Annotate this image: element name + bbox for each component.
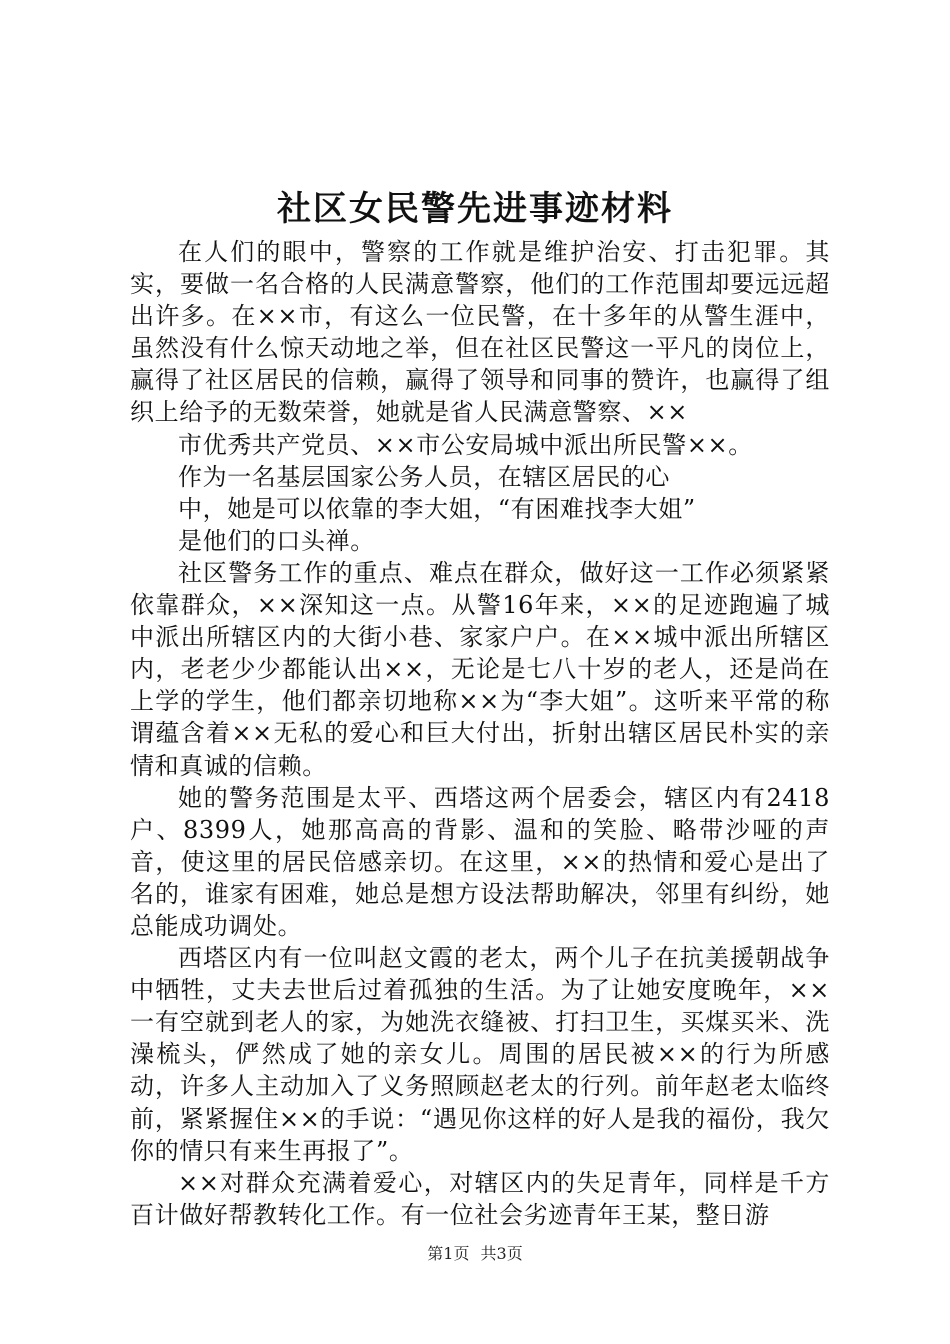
page-footer: [0, 1243, 950, 1265]
page-total: 共3页: [480, 1244, 523, 1263]
page-number: 第1页: [427, 1244, 470, 1263]
paragraph-2: 市优秀共产党员、××市公安局城中派出所民警××。: [178, 430, 753, 459]
paragraph-9: ××对群众充满着爱心，对辖区内的失足青年，同样是千方百计做好帮教转化工作。有一位社会劣迹青年王某，整日游: [130, 1168, 830, 1229]
paragraph-1: 在人们的眼中，警察的工作就是维护治安、打击犯罪。其实，要做一名合格的人民满意警察，他们的工作范围却要远远超出许多。在××市，有这么一位民警，在十多年的从警生涯中，虽然没有什么惊天动地之举，但在社区民警这一平凡的岗位上，赢得了社区居民的信赖，赢得了领导和同事的赞许，也赢得了组织上给予的无数荣誉，她就是省人民满意警察、××: [130, 238, 830, 427]
paragraph-6: 社区警务工作的重点、难点在群众，做好这一工作必须紧紧依靠群众，××深知这一点。从警16年来，××的足迹跑遍了城中派出所辖区内的大街小巷、家家户户。在××城中派出所辖区内，老老少少都能认出××，无论是七八十岁的老人，还是尚在上学的学生，他们都亲切地称××为“李大姐”。这听来平常的称谓蕴含着××无私的爱心和巨大付出，折射出辖区居民朴实的亲情和真诚的信赖。: [130, 558, 830, 780]
document-title: 社区女民警先进事迹材料: [277, 189, 673, 229]
paragraph-4: 中，她是可以依靠的李大姐，“有困难找李大姐”: [178, 494, 696, 523]
paragraph-3: 作为一名基层国家公务人员，在辖区居民的心: [178, 462, 670, 491]
document-body: [130, 236, 830, 1231]
paragraph-5: 是他们的口头禅。: [178, 526, 375, 555]
paragraph-7: 她的警务范围是太平、西塔这两个居委会，辖区内有2418户、8399人，她那高高的背影、温和的笑脸、略带沙哑的声音，使这里的居民倍感亲切。在这里，××的热情和爱心是出了名的，谁家有困难，她总是想方设法帮助解决，邻里有纠纷，她总能成功调处。: [130, 783, 830, 940]
paragraph-8: 西塔区内有一位叫赵文霞的老太，两个儿子在抗美援朝战争中牺牲，丈夫去世后过着孤独的生活。为了让她安度晚年，××一有空就到老人的家，为她洗衣缝被、打扫卫生，买煤买米、洗澡梳头，俨然成了她的亲女儿。周围的居民被××的行为所感动，许多人主动加入了义务照顾赵老太的行列。前年赵老太临终前，紧紧握住××的手说：“遇见你这样的好人是我的福份，我欠你的情只有来生再报了”。: [130, 944, 830, 1165]
